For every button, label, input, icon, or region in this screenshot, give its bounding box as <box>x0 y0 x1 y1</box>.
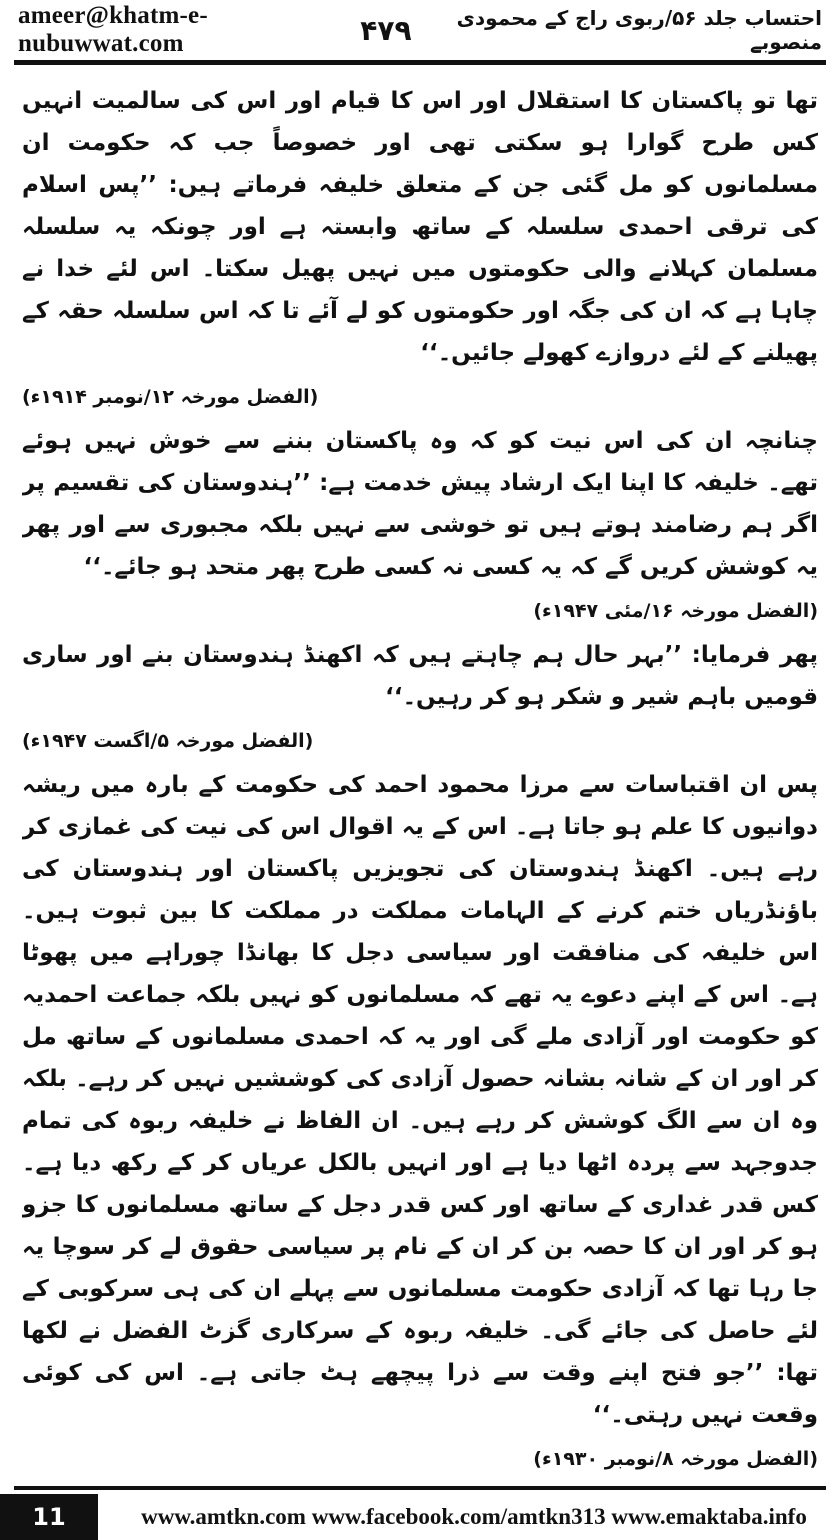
article-body <box>22 80 818 1470</box>
citation-3: (الفضل مورخہ ۵/اگست ۱۹۴۷ء) <box>22 730 314 752</box>
footer-links: www.amtkn.com www.facebook.com/amtkn313 www.emaktaba.info <box>141 1504 807 1529</box>
page-number: ۴۷۹ <box>360 13 412 47</box>
footer-rule <box>14 1486 826 1490</box>
paragraph-1: تھا تو پاکستان کا استقلال اور اس کا قیام اور اس کی سالمیت انہیں کس طرح گوارا ہو سکتی تھی اور خصوصاً جب کہ حکومت ان مسلمانوں کو مل گئی جن کے متعلق خلیفہ فرماتے ہیں: ’’پس اسلام کی ترقی احمدی سلسلہ کے ساتھ وابستہ ہے اور چونکہ یہ سلسلہ مسلمان کہلانے والی حکومتوں میں نہیں پھیل سکتا۔ اس لئے خدا نے چاہا ہے کہ ان کی جگہ اور حکومتوں کو لے آئے تا کہ اس سلسلہ حقہ کے پھیلنے کے لئے دروازے کھولے جائیں۔‘‘ <box>22 88 818 366</box>
citation-4: (الفضل مورخہ ۸/نومبر ۱۹۳۰ء) <box>533 1448 818 1470</box>
page-footer <box>0 1494 840 1540</box>
running-title: احتساب جلد ۵۶/ربوی راج کے محمودی منصوبے <box>456 6 822 54</box>
footer-page-box: 11 <box>0 1494 98 1540</box>
paragraph-3: پھر فرمایا: ’’بہر حال ہم چاہتے ہیں کہ اکھنڈ ہندوستان بنے اور ساری قومیں باہم شیر و شکر ہو کر رہیں۔‘‘ <box>22 642 818 710</box>
paragraph-4: پس ان اقتباسات سے مرزا محمود احمد کی حکومت کے بارہ میں ریشہ دوانیوں کا علم ہو جاتا ہے۔ اس کے یہ اقوال اس کی نیت کی غمازی کر رہے ہیں۔ اکھنڈ ہندوستان کی تجویزیں پاکستان اور ہندوستان کی باؤنڈریاں ختم کرنے کے الہامات مملکت در مملکت کا بین ثبوت ہیں۔ اس خلیفہ کی منافقت اور سیاسی دجل کا بھانڈا چوراہے میں پھوٹا ہے۔ اس کے اپنے دعوے یہ تھے کہ مسلمانوں کو نہیں بلکہ جماعت احمدیہ کو حکومت اور آزادی ملے گی اور یہ کہ احمدی مسلمانوں کے ساتھ مل کر اور ان کے شانہ بشانہ حصول آزادی کی کوششیں نہیں کر رہے۔ بلکہ وہ ان سے الگ کوشش کر رہے ہیں۔ ان الفاظ نے خلیفہ ربوہ کی تمام جدوجہد سے پردہ اٹھا دیا ہے اور انہیں بالکل عریاں کر کے رکھ دیا ہے۔ کس قدر غداری کے ساتھ اور کس قدر دجل کے ساتھ مسلمانوں کا جزو ہو کر اور ان کا حصہ بن کر ان کے نام پر سیاسی حقوق لے کر سوچا یہ جا رہا تھا کہ آزادی حکومت مسلمانوں سے پہلے ان کی ہی سرکوبی کے لئے حاصل کی جائے گی۔ خلیفہ ربوہ کے سرکاری گزٹ الفضل نے لکھا تھا: ’’جو فتح اپنے وقت سے ذرا پیچھے ہٹ جاتی ہے۔ اس کی کوئی وقعت نہیں رہتی۔‘‘ <box>22 772 818 1428</box>
citation-1: (الفضل مورخہ ۱۲/نومبر ۱۹۱۴ء) <box>22 386 319 408</box>
citation-2: (الفضل مورخہ ۱۶/مئی ۱۹۴۷ء) <box>533 600 818 622</box>
page-header <box>18 2 822 57</box>
header-rule <box>14 60 826 65</box>
paragraph-2: چنانچہ ان کی اس نیت کو کہ وہ پاکستان بننے سے خوش نہیں ہوئے تھے۔ خلیفہ کا اپنا ایک ارشاد پیش خدمت ہے: ’’ہندوستان کی تقسیم پر اگر ہم رضامند ہوتے ہیں تو خوشی سے نہیں بلکہ مجبوری سے اور پھر یہ کوشش کریں گے کہ یہ کسی نہ کسی طرح پھر متحد ہو جائے۔‘‘ <box>22 428 818 580</box>
header-email: ameer@khatm-e-nubuwwat.com <box>18 2 208 57</box>
